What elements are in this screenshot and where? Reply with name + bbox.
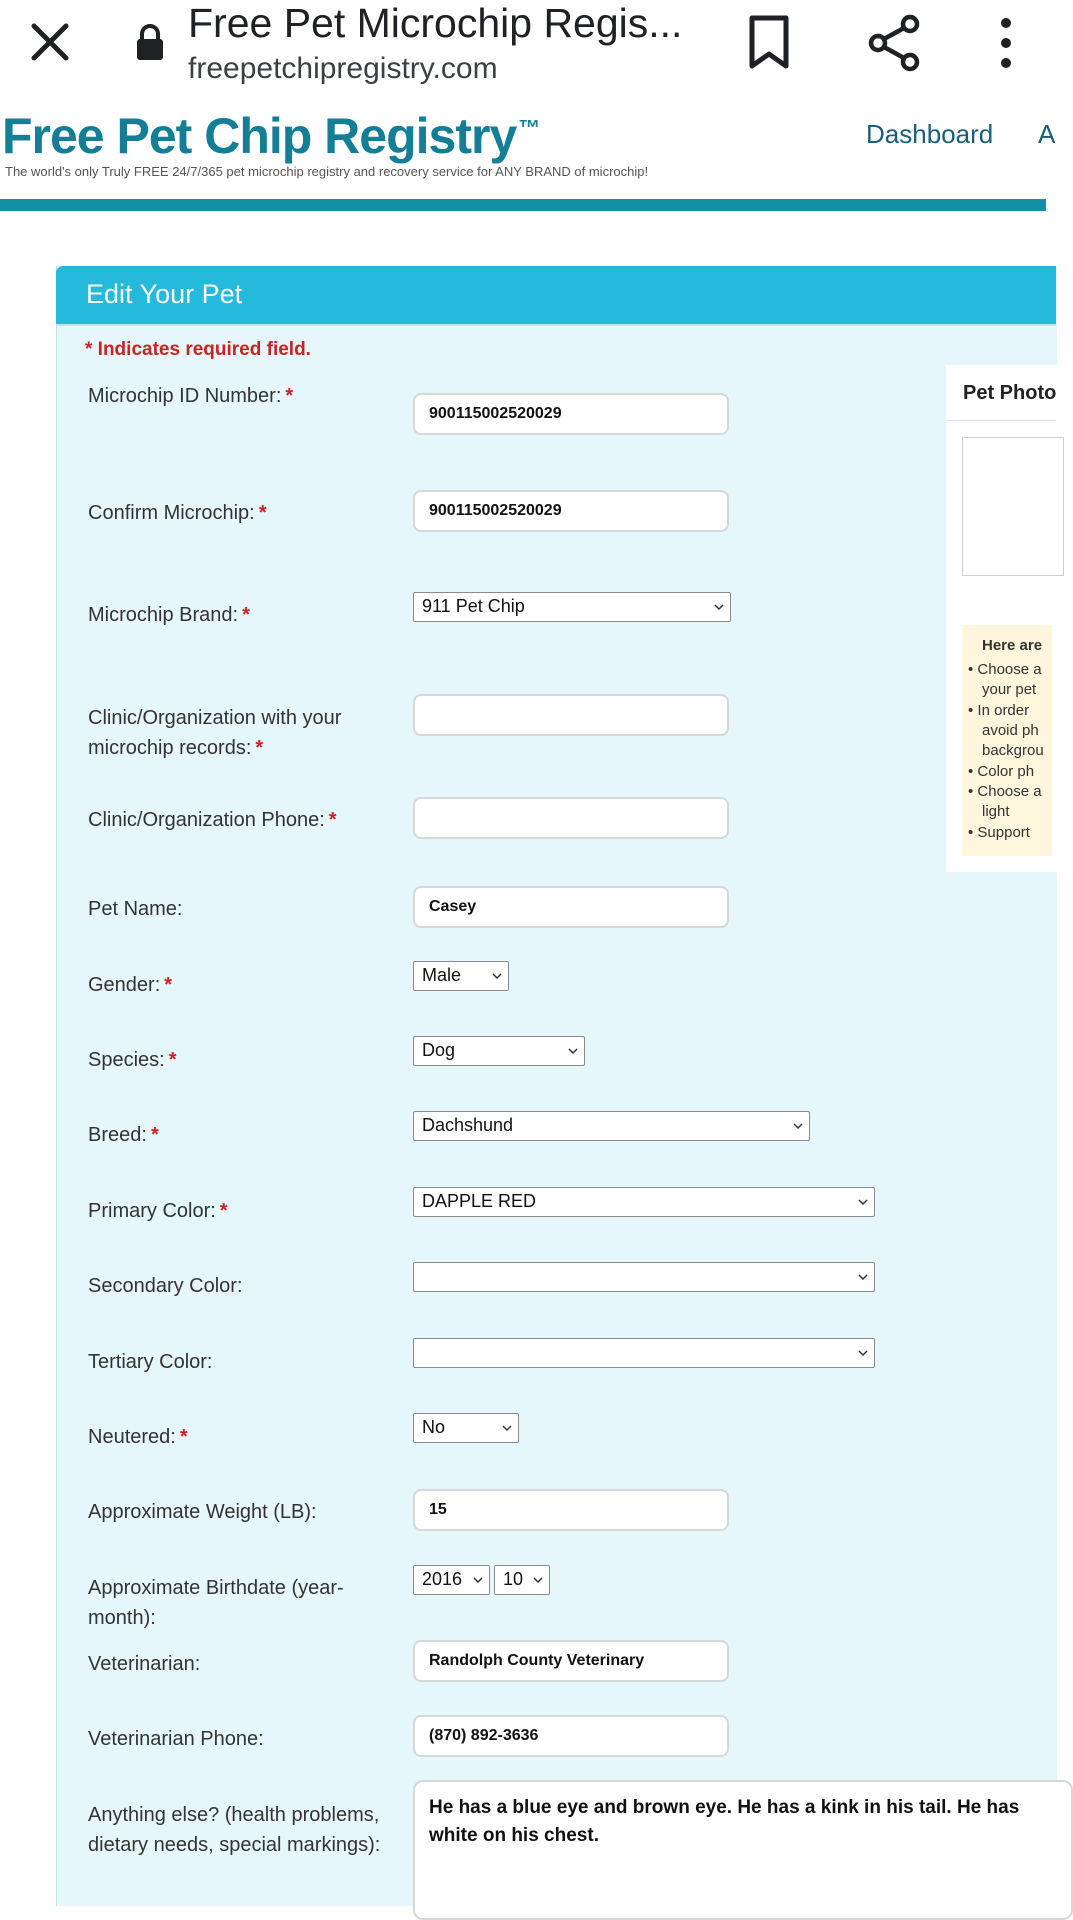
site-tagline: The world's only Truly FREE 24/7/365 pet microchip registry and recovery service for ANY BRAND of microchip! xyxy=(5,164,649,179)
site-header xyxy=(0,108,1056,199)
microchip-id-input[interactable]: 900115002520029 xyxy=(413,393,729,435)
card-header-border xyxy=(56,324,1056,326)
birth-year-select[interactable]: 2016 xyxy=(413,1565,490,1595)
photo-panel-divider xyxy=(946,420,1056,421)
chevron-down-icon xyxy=(714,602,724,612)
notes-label: Anything else? (health problems, dietary needs, special markings): xyxy=(88,1804,381,1856)
photo-tip: • Choose a xyxy=(968,661,1042,678)
veterinarian-label: Veterinarian: xyxy=(88,1653,201,1675)
photo-tip: your pet xyxy=(982,681,1037,698)
species-select[interactable]: Dog xyxy=(413,1036,585,1066)
pet-photo-title: Pet Photo xyxy=(963,382,1057,404)
chevron-down-icon xyxy=(858,1272,868,1282)
neutered-label: Neutered: * xyxy=(88,1426,188,1448)
primary-color-select[interactable]: DAPPLE RED xyxy=(413,1187,875,1217)
vet-phone-input[interactable]: (870) 892-3636 xyxy=(413,1715,729,1757)
header-divider xyxy=(0,199,1046,211)
clinic-input[interactable] xyxy=(413,694,729,736)
microchip-brand-select[interactable]: 911 Pet Chip xyxy=(413,592,731,622)
chevron-down-icon xyxy=(473,1575,483,1585)
chevron-down-icon xyxy=(793,1121,803,1131)
site-logo[interactable]: Free Pet Chip Registry™ xyxy=(2,108,540,164)
weight-label: Approximate Weight (LB): xyxy=(88,1501,317,1523)
chevron-down-icon xyxy=(533,1575,543,1585)
chevron-down-icon xyxy=(492,971,502,981)
share-icon[interactable] xyxy=(866,14,924,72)
clinic-phone-input[interactable] xyxy=(413,797,729,839)
lock-icon xyxy=(130,22,170,62)
photo-tip: • Support xyxy=(968,824,1030,841)
neutered-select[interactable]: No xyxy=(413,1413,519,1443)
secondary-color-select[interactable] xyxy=(413,1262,875,1292)
chevron-down-icon xyxy=(502,1423,512,1433)
page-title[interactable]: Free Pet Microchip Regis... xyxy=(188,0,683,46)
chevron-down-icon xyxy=(568,1046,578,1056)
tertiary-color-label: Tertiary Color: xyxy=(88,1351,213,1373)
chevron-down-icon xyxy=(858,1348,868,1358)
photo-tip: backgrou xyxy=(982,742,1044,759)
photo-tips-heading: Here are xyxy=(982,637,1043,654)
breed-label: Breed: * xyxy=(88,1124,159,1146)
weight-input[interactable]: 15 xyxy=(413,1489,729,1531)
tertiary-color-select[interactable] xyxy=(413,1338,875,1368)
close-icon[interactable] xyxy=(24,16,76,68)
photo-tip: • Color ph xyxy=(968,763,1035,780)
photo-tip: • Choose a xyxy=(968,783,1042,800)
nav-next-link[interactable]: A xyxy=(1038,119,1056,149)
clinic-label: Clinic/Organization with your microchip records: * xyxy=(88,707,342,759)
photo-tip: light xyxy=(982,803,1010,820)
confirm-microchip-input[interactable]: 900115002520029 xyxy=(413,490,729,532)
card-title: Edit Your Pet xyxy=(86,279,243,309)
pet-photo-upload[interactable] xyxy=(962,437,1064,576)
gender-select[interactable]: Male xyxy=(413,961,509,991)
confirm-microchip-label: Confirm Microchip: * xyxy=(88,502,267,524)
url-text[interactable]: freepetchipregistry.com xyxy=(188,52,498,85)
species-label: Species: * xyxy=(88,1049,177,1071)
pet-name-input[interactable]: Casey xyxy=(413,886,729,928)
more-vert-icon[interactable] xyxy=(986,14,1026,72)
chevron-down-icon xyxy=(858,1197,868,1207)
photo-tip: avoid ph xyxy=(982,722,1039,739)
secondary-color-label: Secondary Color: xyxy=(88,1275,243,1297)
gender-label: Gender: * xyxy=(88,974,173,996)
microchip-brand-label: Microchip Brand: * xyxy=(88,604,250,626)
browser-toolbar xyxy=(0,0,1046,117)
photo-tip: • In order xyxy=(968,702,1030,719)
notes-textarea[interactable]: He has a blue eye and brown eye. He has a kink in his tail. He has white on his chest. xyxy=(413,1780,1073,1920)
clinic-phone-label: Clinic/Organization Phone: * xyxy=(88,809,337,831)
birth-month-select[interactable]: 10 xyxy=(494,1565,550,1595)
vet-phone-label: Veterinarian Phone: xyxy=(88,1728,264,1750)
veterinarian-input[interactable]: Randolph County Veterinary xyxy=(413,1640,729,1682)
card-header xyxy=(56,266,1056,324)
nav-dashboard-link[interactable]: Dashboard xyxy=(866,119,994,149)
breed-select[interactable]: Dachshund xyxy=(413,1111,810,1141)
pet-name-label: Pet Name: xyxy=(88,898,183,920)
photo-tips-box xyxy=(962,625,1052,856)
primary-color-label: Primary Color: * xyxy=(88,1200,228,1222)
bookmark-icon[interactable] xyxy=(744,14,794,70)
microchip-id-label: Microchip ID Number: * xyxy=(88,385,294,407)
required-note: * Indicates required field. xyxy=(85,339,311,360)
birthdate-label: Approximate Birthdate (year-month): xyxy=(88,1577,344,1629)
